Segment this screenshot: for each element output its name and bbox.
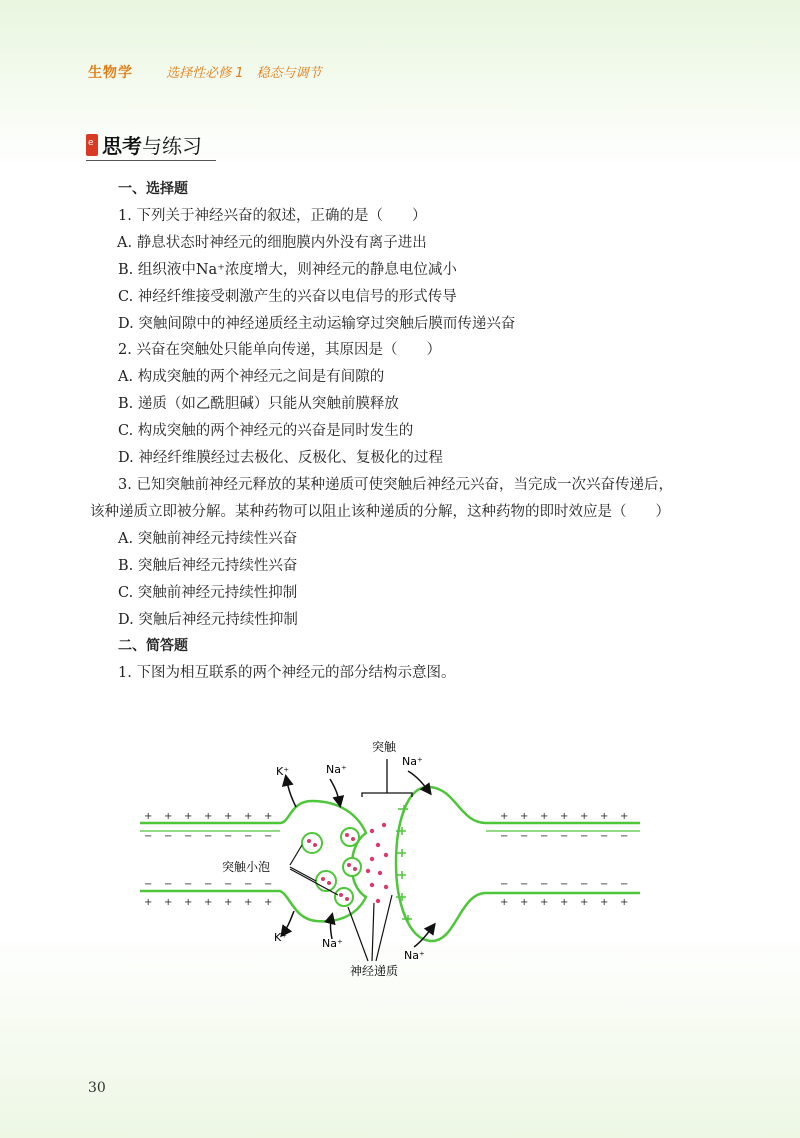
- q2-option-a: A. 构成突触的两个神经元之间是有间隙的: [118, 369, 385, 386]
- svg-text:−: −: [560, 879, 569, 890]
- vesicle-label: 突触小泡: [222, 860, 271, 874]
- svg-text:−: −: [164, 831, 173, 842]
- receptors: [396, 805, 412, 923]
- section-underline: [86, 160, 216, 161]
- svg-text:+: +: [264, 897, 273, 908]
- svg-text:+: +: [184, 897, 193, 908]
- svg-text:−: −: [560, 831, 569, 842]
- svg-text:+: +: [600, 811, 609, 822]
- q3-option-b: B. 突触后神经元持续性兴奋: [118, 557, 298, 574]
- svg-text:+: +: [184, 811, 193, 822]
- svg-text:−: −: [520, 879, 529, 890]
- q3-option-a: A. 突触前神经元持续性兴奋: [118, 530, 298, 547]
- svg-text:+: +: [600, 897, 609, 908]
- choice-heading: 一、选择题: [118, 181, 188, 197]
- svg-text:+: +: [164, 897, 173, 908]
- k-ion-label-bottom: K⁺: [274, 931, 288, 944]
- svg-text:+: +: [224, 897, 233, 908]
- svg-text:+: +: [264, 811, 273, 822]
- q2-stem: 2. 兴奋在突触处只能单向传递，其原因是（ ）: [118, 342, 441, 359]
- q2-option-b: B. 递质（如乙酰胆碱）只能从突触前膜释放: [118, 396, 399, 413]
- charge-plus: +: [144, 811, 153, 822]
- svg-text:−: −: [500, 831, 509, 842]
- q1-option-d: D. 突触间隙中的神经递质经主动运输穿过突触后膜而传递兴奋: [118, 315, 516, 332]
- svg-text:−: −: [580, 831, 589, 842]
- svg-text:+: +: [580, 897, 589, 908]
- svg-text:−: −: [620, 879, 629, 890]
- svg-text:+: +: [204, 811, 213, 822]
- svg-text:−: −: [580, 879, 589, 890]
- na-in-arrow-bottom: [331, 915, 333, 939]
- na-ion-label-post-bottom: Na⁺: [404, 949, 425, 962]
- svg-text:+: +: [520, 811, 529, 822]
- short-q1-stem: 1. 下图为相互联系的两个神经元的部分结构示意图。: [118, 665, 456, 682]
- vesicle: [302, 833, 322, 853]
- svg-text:−: −: [144, 879, 153, 890]
- na-ion-label-top: Na⁺: [326, 763, 347, 776]
- svg-text:+: +: [244, 811, 253, 822]
- q2-option-d: D. 神经纤维膜经过去极化、反极化、复极化的过程: [118, 450, 443, 467]
- svg-text:−: −: [204, 879, 213, 890]
- header-book-title: 选择性必修 1 稳态与调节: [166, 66, 322, 81]
- section-title-text: 思考与练习: [102, 134, 202, 158]
- svg-text:+: +: [560, 811, 569, 822]
- q2-option-c: C. 构成突触的两个神经元的兴奋是同时发生的: [118, 423, 414, 440]
- svg-text:−: −: [264, 831, 273, 842]
- svg-text:+: +: [540, 897, 549, 908]
- transmitter-pointer: [348, 895, 392, 961]
- q3-option-c: C. 突触前神经元持续性抑制: [118, 584, 298, 601]
- svg-text:−: −: [540, 879, 549, 890]
- svg-text:+: +: [224, 811, 233, 822]
- vesicle: [341, 828, 359, 846]
- svg-text:−: −: [164, 879, 173, 890]
- svg-text:+: +: [560, 897, 569, 908]
- page-header: [88, 62, 322, 82]
- svg-text:+: +: [204, 897, 213, 908]
- svg-text:+: +: [244, 897, 253, 908]
- svg-text:+: +: [580, 811, 589, 822]
- na-ion-label-post-top: Na⁺: [402, 755, 423, 768]
- synapse-diagram: [140, 735, 640, 985]
- svg-text:+: +: [144, 897, 153, 908]
- svg-text:−: −: [264, 879, 273, 890]
- svg-text:−: −: [184, 879, 193, 890]
- svg-text:+: +: [500, 811, 509, 822]
- q1-option-b: B. 组织液中Na⁺浓度增大，则神经元的静息电位减小: [118, 261, 457, 278]
- k-out-arrow-top: [286, 777, 296, 807]
- svg-text:−: −: [600, 879, 609, 890]
- exercise-content: [90, 176, 703, 687]
- svg-text:−: −: [500, 879, 509, 890]
- svg-text:−: −: [184, 831, 193, 842]
- header-subject: 生物学: [88, 65, 133, 81]
- charge-minus: −: [144, 831, 153, 842]
- section-key-icon: e: [86, 134, 98, 156]
- svg-text:−: −: [520, 831, 529, 842]
- transmitter-label: 神经递质: [350, 964, 399, 978]
- svg-text:+: +: [164, 811, 173, 822]
- svg-text:+: +: [620, 811, 629, 822]
- cleft-transmitters: [366, 823, 388, 903]
- q3-option-d: D. 突触后神经元持续性抑制: [118, 611, 298, 628]
- svg-text:+: +: [620, 897, 629, 908]
- na-ion-label-bottom: Na⁺: [322, 937, 343, 950]
- svg-text:+: +: [520, 897, 529, 908]
- synapse-label: 突触: [372, 740, 397, 754]
- vesicle: [343, 858, 361, 876]
- svg-text:−: −: [620, 831, 629, 842]
- page-number: 30: [88, 1080, 106, 1096]
- svg-text:−: −: [540, 831, 549, 842]
- q1-option-c: C. 神经纤维接受刺激产生的兴奋以电信号的形式传导: [118, 288, 457, 305]
- q1-option-a: A. 静息状态时神经元的细胞膜内外没有离子进出: [117, 234, 427, 251]
- svg-text:+: +: [540, 811, 549, 822]
- svg-text:+: +: [500, 897, 509, 908]
- svg-text:−: −: [600, 831, 609, 842]
- q3-stem: 3. 已知突触前神经元释放的某种递质可使突触后神经元兴奋，当完成一次兴奋传递后，该种递质立即被分解。某种药物可以阻止该种递质的分解，这种药物的即时效应是（ ）: [90, 476, 673, 520]
- q1-stem: 1. 下列关于神经兴奋的叙述，正确的是（ ）: [118, 207, 427, 224]
- svg-text:−: −: [224, 831, 233, 842]
- vesicle: [335, 888, 353, 906]
- svg-text:−: −: [204, 831, 213, 842]
- na-in-arrow-top: [330, 779, 340, 805]
- svg-text:−: −: [244, 831, 253, 842]
- short-answer-heading: 二、简答题: [118, 638, 188, 655]
- svg-text:−: −: [244, 879, 253, 890]
- svg-text:−: −: [224, 879, 233, 890]
- k-ion-label-top: K⁺: [276, 765, 290, 778]
